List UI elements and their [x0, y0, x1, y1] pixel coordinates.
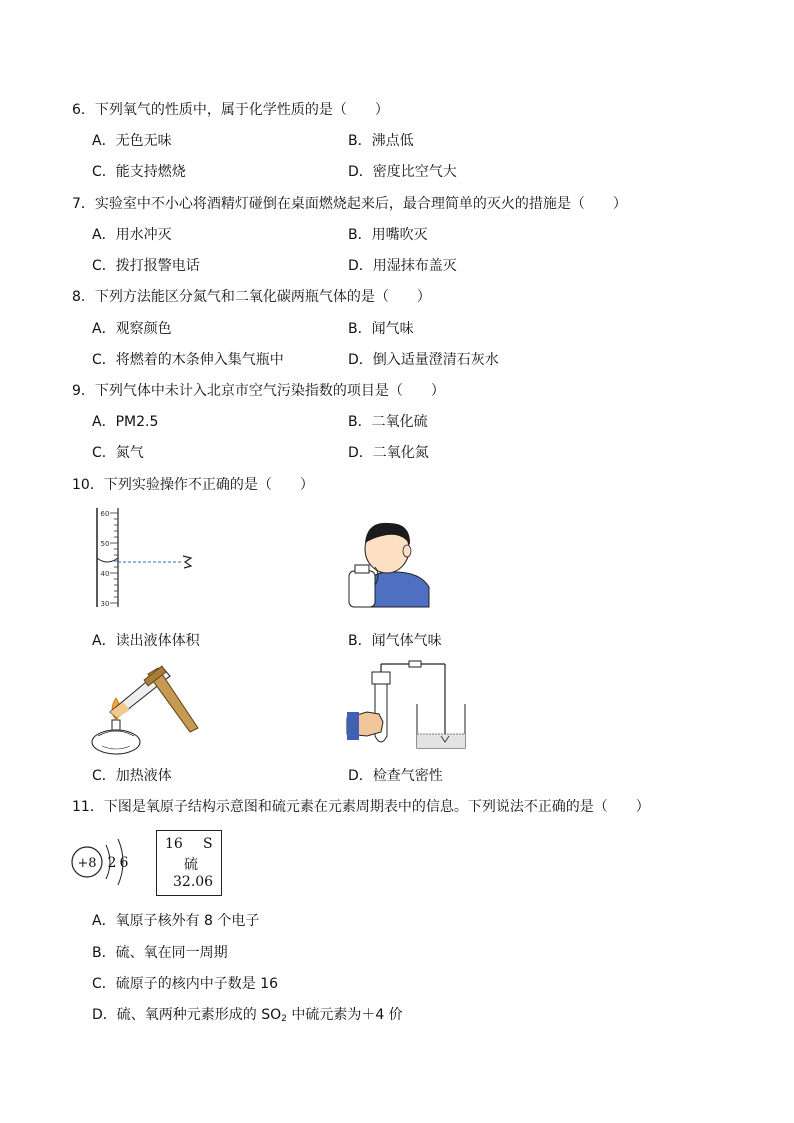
q6-option-d: D．密度比空气大 — [348, 164, 457, 180]
q8-option-c: C．将燃着的木条伸入集气瓶中 — [92, 352, 284, 368]
q6-option-c: C．能支持燃烧 — [92, 164, 186, 180]
oxygen-atom-diagram — [70, 833, 135, 891]
question-11-stem: 11．下图是氧原子结构示意图和硫元素在元素周期表中的信息。下列说法不正确的是（ ） — [72, 799, 650, 815]
q10-option-b: B．闻气体气味 — [348, 633, 442, 649]
question-10-stem: 10．下列实验操作不正确的是（ ） — [72, 477, 314, 493]
q11-option-c: C．硫原子的核内中子数是 16 — [92, 976, 279, 992]
q7-option-b: B．用嘴吹灭 — [348, 227, 428, 243]
q9-option-c: C．氮气 — [92, 445, 144, 461]
nucleus-charge-label: +8 — [77, 856, 97, 871]
q11-option-d-text-end: 中硫元素为＋4 价 — [286, 1007, 403, 1023]
q9-option-b: B．二氧化硫 — [348, 414, 428, 430]
q7-option-a: A．用水冲灭 — [92, 227, 172, 243]
airtightness-check-figure — [345, 660, 475, 760]
so2-subscript: 2 — [281, 1014, 287, 1024]
shell-1-electrons: 2 — [107, 855, 117, 871]
element-name: 硫 — [184, 857, 198, 873]
q9-option-d: D．二氧化氮 — [348, 445, 429, 461]
q11-option-a: A．氧原子核外有 8 个电子 — [92, 913, 260, 929]
element-symbol: S — [203, 836, 213, 852]
question-8-stem: 8．下列方法能区分氮气和二氧化碳两瓶气体的是（ ） — [72, 289, 431, 305]
shell-2-electrons: 6 — [119, 855, 129, 871]
q10-option-a: A．读出液体体积 — [92, 633, 200, 649]
q6-option-b: B．沸点低 — [348, 133, 414, 149]
question-6-stem: 6．下列氧气的性质中，属于化学性质的是（ ） — [72, 102, 389, 118]
q10-option-d: D．检查气密性 — [348, 768, 443, 784]
q7-option-d: D．用湿抹布盖灭 — [348, 258, 457, 274]
q7-option-c: C．拨打报警电话 — [92, 258, 200, 274]
q9-option-a: A．PM2.5 — [92, 414, 159, 430]
q11-option-d-text: D．硫、氧两种元素形成的 SO — [92, 1007, 282, 1023]
question-7-stem: 7．实验室中不小心将酒精灯碰倒在桌面燃烧起来后，最合理简单的灭火的措施是（ ） — [72, 196, 627, 212]
q11-option-b: B．硫、氧在同一周期 — [92, 945, 228, 961]
sulfur-element-cell — [156, 830, 222, 896]
atomic-number: 16 — [165, 836, 183, 852]
q10-option-c: C．加热液体 — [92, 768, 172, 784]
smelling-gas-figure — [345, 515, 435, 610]
q8-option-a: A．观察颜色 — [92, 321, 172, 337]
tick-label-30: 30 — [100, 600, 110, 608]
atomic-mass: 32.06 — [173, 874, 214, 890]
q8-option-b: B．闻气味 — [348, 321, 414, 337]
q8-option-d: D．倒入适量澄清石灰水 — [348, 352, 499, 368]
tick-label-60: 60 — [100, 510, 110, 518]
tick-label-50: 50 — [100, 540, 110, 548]
cylinder-reading-figure — [88, 505, 198, 610]
q11-option-d — [92, 1006, 403, 1028]
question-9-stem: 9．下列气体中未计入北京市空气污染指数的项目是（ ） — [72, 383, 445, 399]
q6-option-a: A．无色无味 — [92, 133, 172, 149]
tick-label-40: 40 — [100, 570, 110, 578]
heating-liquid-figure — [88, 660, 203, 760]
